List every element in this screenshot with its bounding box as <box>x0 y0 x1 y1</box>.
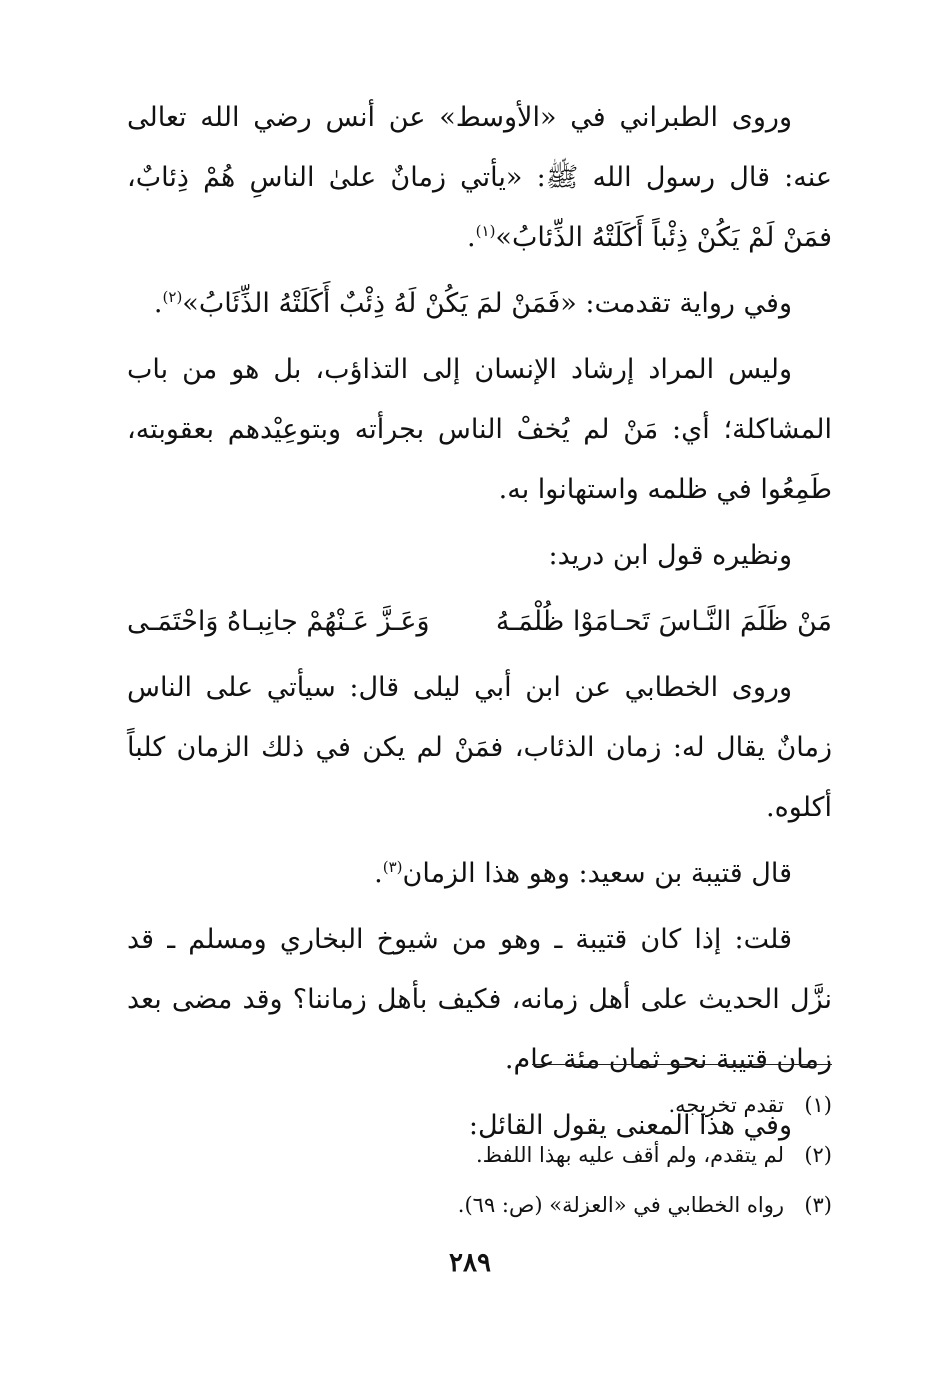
paragraph-tail: . <box>374 858 383 889</box>
main-text <box>127 88 832 1162</box>
paragraph-explanation <box>127 340 832 520</box>
paragraph-text: وليس المراد إرشاد الإنسان إلى التذاؤب، بل هو من باب المشاكلة؛ أي: مَنْ لم يُخفْ الناس بجرأته وبتوعِيْدهم بعقوبته، طَمِعُوا في ظلمه واستهانوا به. <box>127 354 832 505</box>
verse-first-hemistich: مَنْ ظَلَمَ النَّـاسَ تَحـامَوْا ظُلْمَـهُ <box>495 606 832 637</box>
footnote-divider <box>532 1064 832 1065</box>
paragraph-text: وفي هذا المعنى يقول القائل: <box>468 1110 792 1141</box>
footnote-number: (٣) <box>804 1193 832 1217</box>
page-number: ٢٨٩ <box>449 1248 491 1278</box>
paragraph-text: قلت: إذا كان قتيبة ـ وهو من شيوخ البخاري ومسلم ـ قد نزَّل الحديث على أهل زمانه، فكيف بأهل زماننا؟ وقد مضى بعد زمان قتيبة نحو ثمان مئة عام. <box>127 924 832 1075</box>
footnote-item <box>127 1080 832 1130</box>
paragraph-text: قال قتيبة بن سعيد: وهو هذا الزمان <box>402 858 792 889</box>
paragraph-tabarani-hadith <box>127 88 832 268</box>
footnote-text: لم يتقدم، ولم أقف عليه بهذا اللفظ. <box>475 1143 784 1167</box>
paragraph-tail: . <box>467 222 476 253</box>
paragraph-text: وروى الخطابي عن ابن أبي ليلى قال: سيأتي على الناس زمانٌ يقال له: زمان الذئاب، فمَنْ لم يكن في ذلك الزمان كلباً أكلوه. <box>127 672 832 823</box>
paragraph-ibn-durayd-intro <box>127 526 832 586</box>
footnote-number: (٢) <box>804 1143 832 1167</box>
footnote-item <box>127 1180 832 1230</box>
paragraph-text: ونظيره قول ابن دريد: <box>548 540 792 571</box>
footnote-ref[interactable]: (١) <box>475 222 496 240</box>
footnote-text: تقدم تخريجه. <box>668 1093 784 1117</box>
footnotes <box>127 1080 832 1230</box>
paragraph-other-narration <box>127 274 832 334</box>
paragraph-qutayba <box>127 844 832 904</box>
paragraph-khattabi <box>127 658 832 838</box>
footnote-item <box>127 1130 832 1180</box>
verse-second-hemistich: وَعَـزَّ عَـنْهُمْ جانِبـاهُ وَاحْتَمَـى <box>127 606 430 637</box>
footnote-text: رواه الخطابي في «العزلة» (ص: ٦٩). <box>457 1193 784 1217</box>
paragraph-text: وروى الطبراني في «الأوسط» عن أنس رضي الله تعالى عنه: قال رسول الله ﷺ: «يأتي زمانٌ علىٰ الناسِ هُمْ ذِئابٌ، فمَنْ لَمْ يَكُنْ ذِئْباً أَكَلَتْهُ الذِّئابُ» <box>127 102 832 253</box>
poetry-verse <box>127 592 832 652</box>
footnote-number: (١) <box>804 1093 832 1117</box>
paragraph-tail: . <box>153 288 163 319</box>
paragraph-author-comment <box>127 910 832 1090</box>
footnote-ref[interactable]: (٢) <box>162 288 183 306</box>
paragraph-text: وفي رواية تقدمت: «فَمَنْ لمَ يَكُنْ لَهُ ذِئْبٌ أَكَلَتْهُ الذِّئَابُ» <box>182 288 792 319</box>
footnote-ref[interactable]: (٣) <box>382 858 403 876</box>
